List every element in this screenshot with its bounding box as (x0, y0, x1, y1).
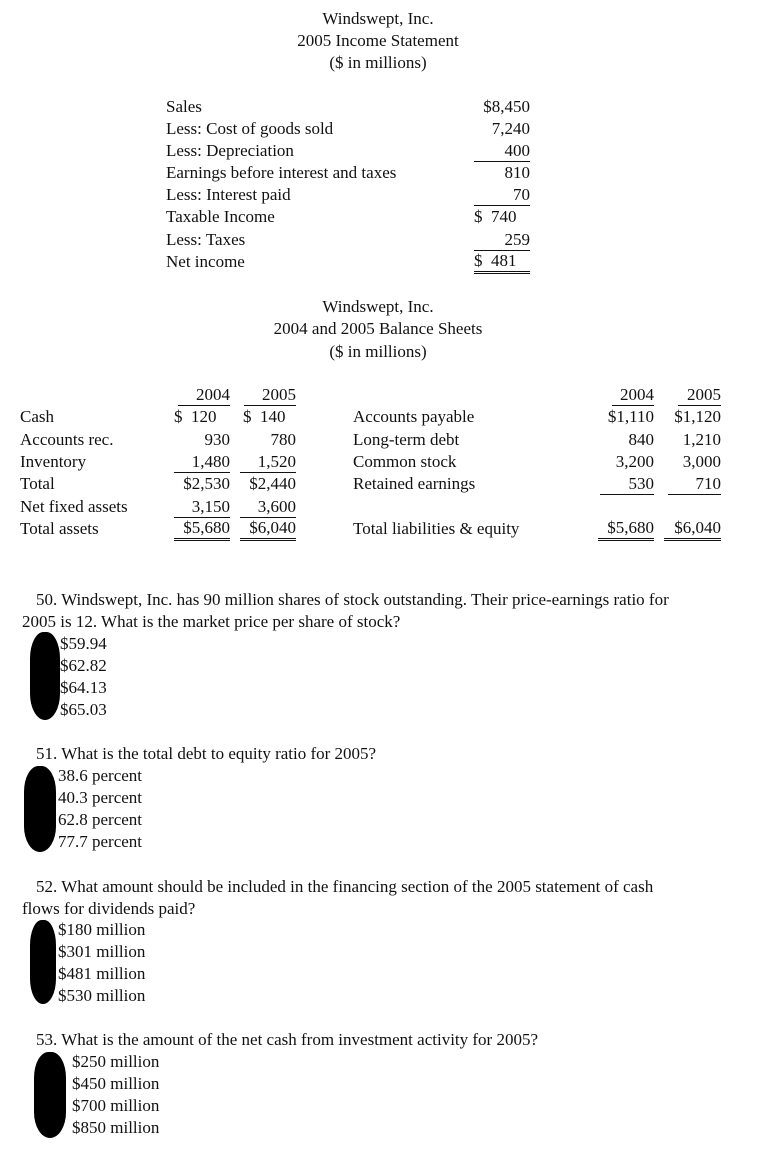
question-text: 53. What is the amount of the net cash from investment activity for 2005? (36, 1030, 539, 1049)
question-text: flows for dividends paid? (22, 899, 196, 918)
asset-value-2005: 1,520 (240, 451, 296, 473)
income-statement-units: ($ in millions) (329, 53, 427, 72)
liability-label: Total liabilities & equity (353, 519, 520, 538)
asset-value-2005: $2,440 (249, 474, 296, 493)
asset-label: Accounts rec. (20, 430, 114, 449)
balance-sheet-title: 2004 and 2005 Balance Sheets (273, 319, 483, 338)
answer-choice[interactable]: $530 million (58, 986, 146, 1005)
income-row-label: Sales (166, 97, 202, 116)
liability-label: Long-term debt (353, 430, 460, 449)
answer-choice[interactable]: 62.8 percent (58, 810, 143, 829)
asset-value-2004: $5,680 (174, 518, 230, 541)
question-text: 50. Windswept, Inc. has 90 million shares of stock outstanding. Their price-earnings ratio for (36, 590, 669, 609)
asset-label: Cash (20, 407, 54, 426)
asset-label: Net fixed assets (20, 497, 128, 516)
asset-value-2004: $ 120 (174, 407, 217, 426)
income-row-label: Less: Taxes (166, 230, 246, 249)
income-statement-company: Windswept, Inc. (322, 9, 434, 28)
income-row-label: Less: Depreciation (166, 141, 294, 160)
answer-choice[interactable]: $850 million (72, 1118, 160, 1137)
answer-choice[interactable]: 77.7 percent (58, 832, 143, 851)
question-text: 51. What is the total debt to equity ratio for 2005? (36, 744, 377, 763)
asset-value-2004: 3,150 (174, 496, 230, 518)
liability-label: Common stock (353, 452, 457, 471)
year-header: 2005 (678, 384, 721, 406)
redaction-mark (24, 766, 56, 852)
liability-label: Retained earnings (353, 474, 476, 493)
income-row-label: Net income (166, 252, 245, 271)
answer-choice[interactable]: $180 million (58, 920, 146, 939)
asset-value-2005: $ 140 (243, 407, 286, 426)
asset-label: Total (20, 474, 55, 493)
redaction-mark (34, 1052, 66, 1138)
income-row-label: Taxable Income (166, 207, 275, 226)
redaction-mark (30, 632, 60, 720)
income-statement-title: 2005 Income Statement (297, 31, 459, 50)
income-row-value: 7,240 (491, 119, 530, 138)
liability-value-2004: $1,110 (607, 407, 654, 426)
liability-value-2004: 840 (628, 430, 654, 449)
liability-value-2004: 3,200 (615, 452, 654, 471)
liability-label: Accounts payable (353, 407, 475, 426)
year-header: 2004 (612, 384, 654, 406)
answer-choice[interactable]: $481 million (58, 964, 146, 983)
asset-value-2005: $6,040 (240, 518, 296, 541)
liability-value-2005: $6,040 (664, 518, 721, 541)
year-header: 2004 (178, 384, 230, 406)
asset-value-2005: 780 (270, 430, 296, 449)
balance-sheet-company: Windswept, Inc. (322, 297, 434, 316)
liability-value-2005: $1,120 (674, 407, 721, 426)
answer-choice[interactable]: 40.3 percent (58, 788, 143, 807)
liability-value-2005: 1,210 (682, 430, 721, 449)
answer-choice[interactable]: $59.94 (60, 634, 107, 653)
liability-value-2005: 710 (668, 473, 721, 495)
income-row-value: 400 (474, 140, 530, 162)
liability-value-2004: 530 (600, 473, 654, 495)
income-row-label: Earnings before interest and taxes (166, 163, 397, 182)
answer-choice[interactable]: $700 million (72, 1096, 160, 1115)
balance-sheet-units: ($ in millions) (329, 342, 427, 361)
answer-choice[interactable]: $301 million (58, 942, 146, 961)
asset-value-2004: 930 (204, 430, 230, 449)
answer-choice[interactable]: $62.82 (60, 656, 107, 675)
asset-label: Total assets (20, 519, 99, 538)
answer-choice[interactable]: 38.6 percent (58, 766, 143, 785)
liability-value-2004: $5,680 (598, 518, 654, 541)
income-row-value: 70 (474, 184, 530, 206)
asset-value-2004: 1,480 (174, 451, 230, 473)
income-row-value: 810 (504, 163, 530, 182)
question-text: 52. What amount should be included in the financing section of the 2005 statement of cash (36, 877, 654, 896)
income-row-value: $8,450 (483, 97, 530, 116)
income-row-value: 259 (474, 229, 530, 251)
redaction-mark (30, 920, 56, 1004)
asset-value-2004: $2,530 (183, 474, 230, 493)
income-row-value: $ 740 (474, 207, 517, 226)
income-row-label: Less: Interest paid (166, 185, 291, 204)
liability-value-2005: 3,000 (682, 452, 721, 471)
income-row-value: $ 481 (474, 251, 530, 274)
asset-value-2005: 3,600 (240, 496, 296, 518)
answer-choice[interactable]: $64.13 (60, 678, 107, 697)
answer-choice[interactable]: $450 million (72, 1074, 160, 1093)
income-row-label: Less: Cost of goods sold (166, 119, 334, 138)
year-header: 2005 (244, 384, 296, 406)
answer-choice[interactable]: $250 million (72, 1052, 160, 1071)
asset-label: Inventory (20, 452, 87, 471)
question-text: 2005 is 12. What is the market price per share of stock? (22, 612, 401, 631)
answer-choice[interactable]: $65.03 (60, 700, 107, 719)
